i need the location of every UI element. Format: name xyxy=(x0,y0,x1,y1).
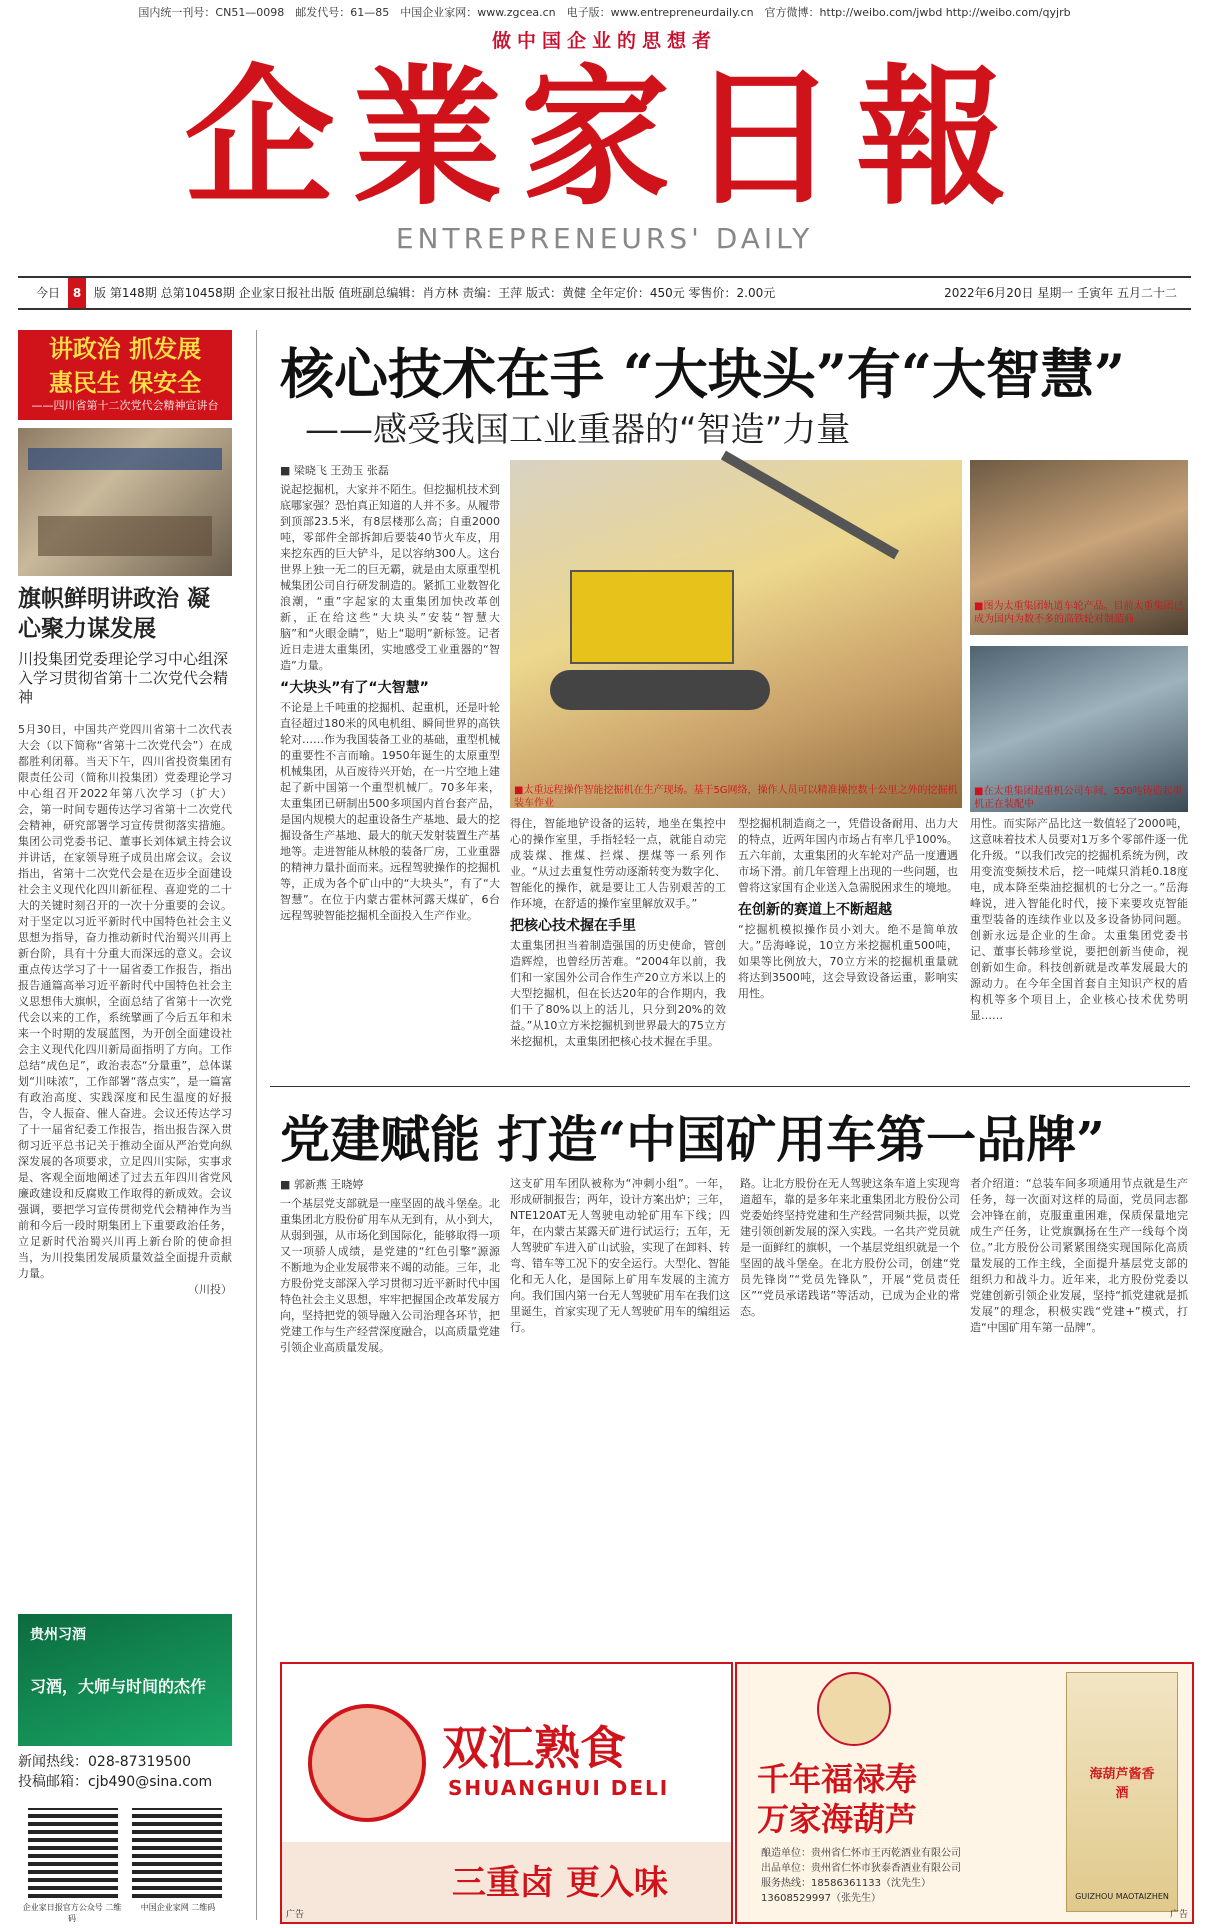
article1-section1-body: 不论是上千吨重的挖掘机、起重机，还是叶轮直径超过180米的风电机组、瞬间世界的高铁轮对……作为我国装备工业的基础，重型机械的重要性不言而喻。1950年诞生的太原重型机械集团，从百废待兴开始，在一片空地上建起了新中国第一个重型机械厂。70多年来，太重集团已研制出500多项国内首台套产品，是国内规模大的起重设备生产基地、最大的挖掘设备生产基地、最大的航天发射装置生产基地等。走进智能从林般的装备厂房，工业重器的精神力量扑面而来。远程驾驶操作的挖掘机等，正成为各个矿山中的“大块头”，有了“大智慧”。在位于内蒙古霍林河露天煤矿，6台远程驾驶智能挖掘机全面投入生产作业。 xyxy=(280,701,500,922)
haihulu-producer: 出品单位：贵州省仁怀市狄泰香酒业有限公司 xyxy=(761,1863,961,1874)
article1-col3 xyxy=(738,816,958,1076)
article2-col3: 路。让北方股份在无人驾驶这条车道上实现弯道超车，靠的是多年来北重集团北方股份公司党委始终坚持党建和生产经营同频共振，以党建引领创新发展的深入实践。一名共产党员就是一面鲜红的旗帜，一个基层党组织就是一个坚固的战斗堡垒。在北方股份公司，创建“党员先锋岗”“党员先锋队”，开展“党员责任区”“党员承诺践诺”等活动，已成为企业的常态。 xyxy=(740,1177,960,1318)
qr-label-1: 企业家日报官方公众号 二维码 xyxy=(22,1903,122,1923)
xijiu-slogan: 习酒，大师与时间的杰作 xyxy=(30,1677,207,1696)
column-divider xyxy=(256,330,257,1920)
liquor-box-image xyxy=(1066,1672,1178,1912)
bottle-label-en: GUIZHOU MAOTAIZHEN xyxy=(1075,1892,1169,1901)
excavator-boom-shape xyxy=(721,451,899,560)
haihulu-hotline-2: 13608529997（张先生） xyxy=(761,1893,881,1904)
xijiu-ad xyxy=(18,1614,232,1746)
article2-byline: ■ 郭新燕 王晓婷 xyxy=(280,1178,364,1191)
ad-label-left: 广告 xyxy=(286,1910,305,1920)
meeting-photo xyxy=(18,428,232,576)
haihulu-ad xyxy=(735,1662,1194,1924)
qr-code-1[interactable] xyxy=(28,1808,118,1898)
article2-col1: 一个基层党支部就是一座坚固的战斗堡垒。北重集团北方股份矿用车从无到有，从小到大，从弱到强，从市场化到国际化，能够取得一项又一项骄人成绩，是党建的“红色引擎”源源不断地为企业发展带来不竭的动能。三年，北方股份党支部深入学习贯彻习近平新时代中国特色社会主义思想，牢牢把握国企改革发展方向，坚持把党的领导融入公司治理各环节，把党建工作与生产经营深度融合，以高质量党建引领企业高质量发展。 xyxy=(280,1197,500,1354)
big-photo-caption: ■太重远程操作智能挖掘机在生产现场。基于5G网络，操作人员可以精准操控数十公里之外的挖掘机装车作业 xyxy=(514,785,958,809)
haihulu-title-1: 千年福禄寿 xyxy=(757,1760,918,1798)
ad-label-right: 广告 xyxy=(1169,1910,1188,1920)
banner-subtitle: ——四川省第十二次党代会精神宣讲台 xyxy=(31,399,219,412)
contact-block xyxy=(18,1752,232,1792)
publication-info-line: 国内统一刊号：CN51—0098 邮发代号：61—85 中国企业家网：www.zgcea.cn 电子版：www.entrepreneurdaily.cn 官方微博：http://weibo.com/jwbd http://weibo.com/qyjrb xyxy=(138,6,1071,19)
qr-codes xyxy=(18,1804,232,1922)
article1-col4 xyxy=(970,816,1188,1076)
article1-section3-body: “挖掘机模拟操作员小刘大。绝不是简单放大。”岳海峰说，10立方米挖掘机重500吨，如果等比例放大，70立方米的挖掘机重量就将达到3500吨，这会导致设备运重，影响实用性。 xyxy=(738,923,958,1000)
left-article-text: 5月30日，中国共产党四川省第十二次代表大会（以下简称“省第十二次党代会”）在成都胜利闭幕。当天下午，四川省投资集团有限责任公司（简称川投集团）党委理论学习中心组召开2022年第八次学习（扩大）会，第一时间专题传达学习省第十二次党代会精神，研究部署学习宣传贯彻落实措施。集团公司党委书记、董事长刘体斌主持会议并讲话，在家领导班子成员出席会议。会议指出，省第十二次党代会是在迈步全面建设社会主义现代化四川新征程、喜迎党的二十大的关键时刻召开的一次十分重要的会议。对于坚定以习近平新时代中国特色社会主义思想为指导，奋力推动新时代治蜀兴川再上新台阶，具有十分重大而深远的意义。会议重点传达学习了十一届省委工作报告，指出报告通篇高举习近平新时代中国特色社会主义思想伟大旗帜，全面总结了省第十一次党代会以来的工作，系统擘画了今后五年和未来一个时期的发展蓝图，为开创全面建设社会主义现代化四川新局面指明了方向。工作总结“成色足”，政治表态“分量重”，总体谋划“川味浓”，工作部署“落点实”，是一篇富有政治高度、实践深度和民生温度的好报告，令人振奋、催人奋进。会议还传达学习了十一届省纪委工作报告，指出报告深入贯彻习近平总书记关于推动全面从严治党向纵深发展的各项要求，立足四川实际，实事求是、客观全面地阐述了过去五年四川省党风廉政建设和反腐败工作取得的新成效。会议强调，要把学习宣传贯彻党代会精神作为当前和今后一段时期集团上下重要政治任务，立足新时代治蜀兴川再上新台阶的使命担当，为川投集团发展质量效益全面提升贡献力量。 xyxy=(18,723,232,1280)
wheel-photo-caption: ■图为太重集团轨道车轮产品。目前太重集团已成为国内为数不多的高铁轮对制造商 xyxy=(974,601,1184,625)
article1-section2-body: 太重集团担当着制造强国的历史使命，管创造辉煌，也曾经历苦难。“2004年以前，我们和一家国外公司合作生产20立方米以上的大型挖掘机，但在长达20年的合作期内，我们干了80%以上的活儿，只分到20%的效益。”从10立方米挖掘机到世界最大的75立方米挖掘机，太重集团把核心技术握在手里。 xyxy=(510,939,726,1048)
left-article-title: 旗帜鲜明讲政治 凝心聚力谋发展 xyxy=(18,585,211,642)
article1-section3-title: 在创新的赛道上不断超越 xyxy=(738,902,892,918)
article1-section2-title: 把核心技术握在手里 xyxy=(510,918,636,934)
shuanghui-english: SHUANGHUI DELI xyxy=(448,1776,670,1800)
article1-col2-text: 得住，智能地铲设备的运转，地坐在集控中心的操作室里，手指轻轻一点，就能自动完成装煤、推煤、拦煤、摆煤等一系列作业。“从过去重复性劳动逐渐转变为数字化、智能化的操作，就是要让工人告别艰苦的工作环境，在舒适的操作室里解放双手。” xyxy=(510,817,726,910)
article1-byline: ■ 梁晓飞 王劲玉 张磊 xyxy=(280,464,389,477)
page-number-badge: 8 xyxy=(68,278,86,308)
article-divider xyxy=(270,1086,1190,1087)
newspaper-slogan: 做中国企业的思想者 xyxy=(491,30,717,52)
news-hotline: 新闻热线：028-87319500 xyxy=(18,1754,192,1770)
crane-photo-caption: ■在太重集团起重机公司车间，550吨铸造起重机正在装配中 xyxy=(974,786,1183,810)
article1-section1-title: “大块头”有了“大智慧” xyxy=(280,680,429,696)
article1-intro: 说起挖掘机，大家并不陌生。但挖掘机技术到底哪家强？恐怕真正知道的人并不多。从履带到顶部23.5米，有8层楼那么高；自重2000吨，零部件全部拆卸后要装40节火车皮，用来挖东西的巨大铲斗，足以容纳300人。这台世界上独一无二的巨无霸，就是由太原重型机械集团公司自行研发制造的。紧抓工业数智化浪潮，“重”字起家的太重集团加快改革创新，正在给这些“大块头”安装“智慧大脑”和“火眼金睛”，贴上“聪明”新标签。记者近日走进太重集团，实地感受工业重器的“智造”力量。 xyxy=(280,483,500,672)
column-banner xyxy=(18,330,232,420)
article1-col2 xyxy=(510,816,726,1076)
article1-headline: 核心技术在手 “大块头”有“大智慧” xyxy=(280,342,1126,406)
masthead-english: ENTREPRENEURS' DAILY xyxy=(395,222,814,255)
xijiu-brand: 贵州习酒 xyxy=(30,1627,86,1643)
issue-date: 2022年6月20日 星期一 壬寅年 五月二十二 xyxy=(944,286,1177,300)
issue-info-bar xyxy=(18,276,1191,310)
haihulu-title-2: 万家海葫芦 xyxy=(757,1800,918,1838)
article1-subheadline: ——感受我国工业重器的“智造”力量 xyxy=(305,410,851,450)
excavator-cab-shape xyxy=(570,570,734,664)
article2-headline: 党建赋能 打造“中国矿用车第一品牌” xyxy=(280,1110,1105,1169)
article1-col1 xyxy=(280,482,500,982)
shuanghui-slogan: 三重卤 更入味 xyxy=(452,1863,668,1903)
left-article-subtitle: 川投集团党委理论学习中心组深入学习贯彻省第十二次党代会精神 xyxy=(18,650,229,706)
haihulu-brewer: 酿造单位：贵州省仁怀市王丙乾酒业有限公司 xyxy=(761,1848,961,1859)
banner-line-2: 惠民生 保安全 xyxy=(48,369,202,397)
today-label: 今日 xyxy=(36,286,61,300)
bottle-label: 海葫芦酱香酒 xyxy=(1089,1767,1155,1801)
article1-col4-text: 用性。而实际产品比这一数值轻了2000吨，这意味着技术人员要对1万多个零部件逐一优化升级。“以我们改完的挖掘机系统为例，改用变流变频技术后，挖一吨煤只消耗0.18度电，成本降至柴油挖掘机的七分之一。”岳海峰说，进入智能化时代，接下来要攻克智能重型装备的连续作业以及多设备协同问题。创新永远是企业的生命。太重集团党委书记、董事长韩珍堂说，要把创新当使命，视创新如生命。科技创新就是改革发展最大的源动力。在今年全国首套自主知识产权的盾构机等多个项目上，企业核心技术优势明显…… xyxy=(970,817,1188,1022)
article2-col2: 这支矿用车团队被称为“冲刺小组”。一年，形成研制报告；两年，设计方案出炉；三年，NTE120AT无人驾驶电动轮矿用车下线；四年，在内蒙古某露天矿进行试运行；五年，无人驾驶矿车进入矿山试验，实现了在卸料、转弯、错车等工况下的安全运行。大型化、智能化和无人化，是国际上矿用车发展的主流方向。我们国内第一台无人驾驶矿用车在我们这里诞生，首家实现了无人驾驶矿用车的编组运行。 xyxy=(510,1177,730,1334)
shuanghui-ad xyxy=(280,1662,733,1924)
haihulu-hotline-1: 服务热线：18586361133（沈先生） xyxy=(761,1878,931,1889)
excavator-photo xyxy=(510,460,962,808)
submission-email[interactable]: 投稿邮箱：cjb490@sina.com xyxy=(18,1774,213,1790)
left-article-source: （川投） xyxy=(188,1283,232,1296)
pig-mascot-icon xyxy=(308,1704,426,1822)
issue-details: 版 第148期 总第10458期 企业家日报社出版 值班副总编辑：肖方林 责编：王萍 版式：黄健 全年定价：450元 零售价：2.00元 xyxy=(94,286,776,300)
qr-code-2[interactable] xyxy=(132,1808,222,1898)
haihulu-info xyxy=(761,1846,961,1906)
banner-line-1: 讲政治 抓发展 xyxy=(48,335,202,363)
qr-label-2: 中国企业家网 二维码 xyxy=(140,1903,216,1912)
article1-col3-text: 型挖掘机制造商之一，凭借设备耐用、出力大的特点，近两年国内市场占有率几乎100%。五六年前，太重集团的火车轮对产品一度遭遇市场下滑。前几年管理上出现的一些问题，也曾将这家国有企业送入急需脱困求生的境地。 xyxy=(738,817,958,894)
article2-col4: 者介绍道：“总装车间多项通用节点就是生产任务，每一次面对这样的局面，党员同志都会冲锋在前，克服重重困难，保质保量地完成生产任务，让党旗飘扬在生产一线每个岗位。”北方股份公司紧紧围绕实现国际化高质量发展的工作主线，全面提升基层党支部的组织力和战斗力。近年来，北方股份党委以党建创新引领企业发展，坚持“抓党建就是抓发展”的理念，积极实践“党建+”模式，打造“中国矿用车第一品牌”。 xyxy=(970,1177,1188,1334)
excavator-track-shape xyxy=(550,670,770,710)
shuanghui-brand: 双汇熟食 xyxy=(442,1721,626,1775)
founder-portrait-icon xyxy=(817,1672,891,1746)
left-article-body xyxy=(18,722,232,1602)
newspaper-masthead: 企業家日報 xyxy=(184,50,1025,226)
